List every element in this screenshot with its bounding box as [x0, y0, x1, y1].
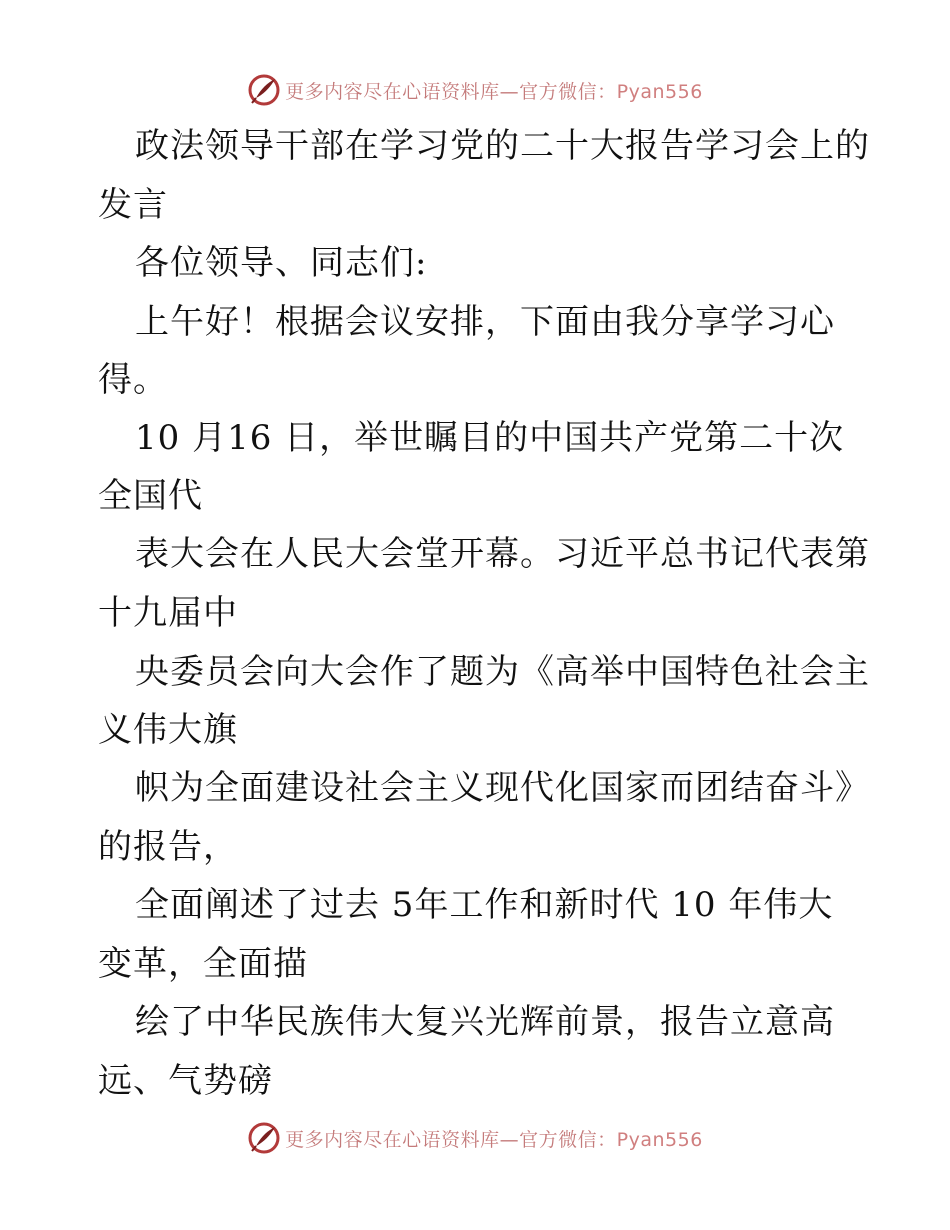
watermark-account: Pyan556	[616, 1128, 703, 1151]
watermark-label: 更多内容尽在心语资料库—官方微信：	[285, 1128, 617, 1151]
text-line: 政法领导干部在学习党的二十大报告学习会上的	[135, 126, 870, 166]
text-line: 表大会在人民大会堂开幕。习近平总书记代表第	[135, 534, 870, 574]
text-line: 的报告，	[98, 827, 238, 867]
text-line: 全国代	[98, 476, 203, 516]
text-line: 10 月16 日，举世瞩目的中国共产党第二十次	[135, 418, 845, 458]
text-line: 变革，全面描	[98, 944, 308, 984]
text-line: 各位领导、同志们:	[135, 243, 428, 283]
feather-pen-logo-icon	[247, 1121, 281, 1155]
text-line: 十九届中	[98, 593, 238, 633]
text-line: 义伟大旗	[98, 710, 238, 750]
text-line: 央委员会向大会作了题为《高举中国特色社会主	[135, 652, 870, 692]
text-line: 上午好！根据会议安排，下面由我分享学习心	[135, 302, 835, 342]
footer-watermark-banner	[0, 1118, 950, 1158]
watermark-account: Pyan556	[616, 80, 703, 103]
text-line: 帜为全面建设社会主义现代化国家而团结奋斗》	[135, 768, 870, 808]
watermark-label: 更多内容尽在心语资料库—官方微信：	[285, 80, 617, 103]
text-line: 绘了中华民族伟大复兴光辉前景，报告立意高	[135, 1002, 835, 1042]
text-line: 发言	[98, 185, 168, 225]
watermark-text	[285, 1125, 703, 1152]
text-line: 得。	[98, 360, 168, 400]
text-line: 全面阐述了过去 5年工作和新时代 10 年伟大	[135, 885, 834, 925]
text-line: 远、气势磅	[98, 1061, 273, 1101]
